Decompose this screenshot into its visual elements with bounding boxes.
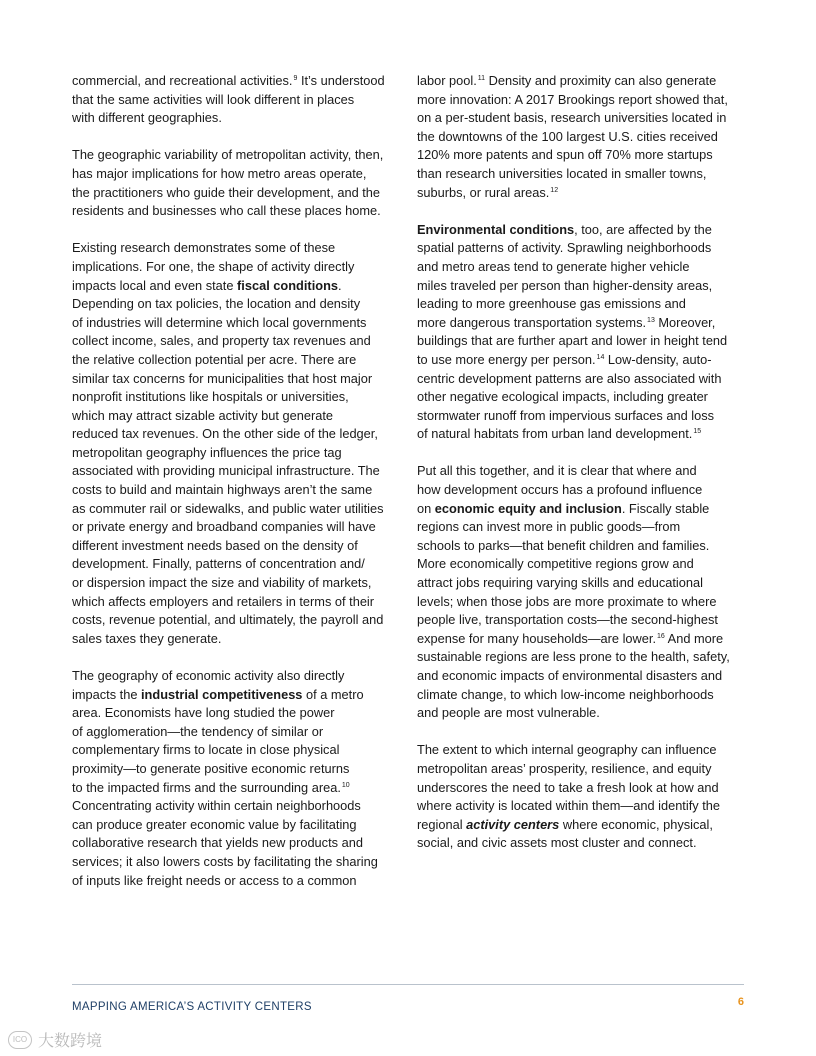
text-segment: as commuter rail or sidewalks, and public water utilities: [72, 500, 384, 516]
text-line: [72, 500, 404, 519]
text-line: [72, 462, 404, 481]
text-segment: metropolitan areas’ prosperity, resilience, and equity: [417, 760, 712, 776]
text-segment: reduced tax revenues. On the other side of the ledger,: [72, 426, 378, 442]
text-segment: miles traveled per person than higher-density areas,: [417, 277, 713, 293]
text-segment: Low-density, auto-: [604, 351, 712, 367]
text-segment: more dangerous transportation systems.: [417, 314, 647, 330]
text-line: [72, 816, 404, 835]
text-line: [72, 481, 404, 500]
text-line: [417, 388, 749, 407]
key-term-italic: activity centers: [466, 816, 560, 832]
footnote-reference: 11: [477, 75, 486, 82]
text-segment: The geographic variability of metropolitan activity, then,: [72, 147, 384, 163]
text-segment: climate change, to which low-income neighborhoods: [417, 686, 714, 702]
text-segment: Concentrating activity within certain neighborhoods: [72, 798, 361, 814]
text-segment: The geography of economic activity also directly: [72, 668, 345, 683]
text-line: [72, 388, 404, 407]
text-line: [72, 630, 404, 649]
text-segment: sales taxes they generate.: [72, 630, 222, 646]
text-segment: and metro areas tend to generate higher vehicle: [417, 258, 690, 274]
text-line: [72, 202, 404, 221]
text-line: [72, 407, 404, 426]
text-segment: It’s understood: [297, 73, 385, 88]
text-line: [72, 704, 404, 723]
text-line: [417, 574, 749, 593]
text-line: [72, 146, 404, 165]
text-line: [72, 425, 404, 444]
text-segment: which affects employers and retailers in terms of their: [72, 593, 375, 609]
footnote-reference: 16: [657, 632, 665, 640]
text-segment: . Fiscally stable: [621, 500, 710, 516]
text-segment: of a metro: [302, 686, 364, 702]
text-line: [72, 239, 404, 258]
text-segment: or private energy and broadband companies will have: [72, 519, 376, 535]
text-line: [72, 314, 404, 333]
text-line: [417, 630, 749, 649]
text-segment: of agglomeration—the tendency of similar or: [72, 723, 324, 739]
text-line: [417, 146, 749, 165]
text-line: [72, 351, 404, 370]
text-segment: which may attract sizable activity but generate: [72, 407, 334, 423]
text-segment: where activity is located within them—and identify the: [417, 798, 721, 814]
text-segment: area. Economists have long studied the power: [72, 705, 335, 721]
key-term: fiscal conditions: [237, 277, 339, 293]
text-line: [417, 184, 749, 203]
page-number: 6: [737, 996, 744, 1008]
text-line: [417, 648, 749, 667]
text-line: [417, 481, 749, 500]
text-line: [417, 277, 749, 296]
text-segment: centric development patterns are also associated with: [417, 370, 722, 386]
text-segment: Depending on tax policies, the location and density: [72, 296, 361, 312]
text-segment: or dispersion impact the size and viability of markets,: [72, 575, 372, 591]
text-segment: .: [338, 277, 342, 293]
text-segment: to the impacted firms and the surrounding area.: [72, 779, 341, 795]
text-line: [72, 797, 404, 816]
text-segment: that the same activities will look different in places: [72, 91, 355, 107]
watermark-logo-icon: ICO: [8, 1031, 32, 1049]
text-line: [417, 332, 749, 351]
text-segment: services; it also lowers costs by facilitating the sharing: [72, 853, 378, 869]
text-segment: of natural habitats from urban land development.: [417, 426, 693, 442]
text-line: [417, 741, 749, 760]
text-line: [417, 407, 749, 426]
text-segment: the practitioners who guide their development, and the: [72, 184, 381, 200]
text-segment: other negative ecological impacts, including greater: [417, 389, 708, 405]
text-line: [72, 258, 404, 277]
text-segment: and people are most vulnerable.: [417, 705, 600, 721]
text-segment: labor pool.: [417, 73, 477, 88]
text-line: [417, 462, 749, 481]
text-segment: similar tax concerns for municipalities that host major: [72, 370, 373, 386]
text-line: [72, 574, 404, 593]
text-line: [417, 91, 749, 110]
paragraph-break: [72, 648, 404, 667]
footnote-reference: 12: [550, 186, 559, 194]
right-column: [417, 72, 749, 853]
text-line: [72, 872, 404, 891]
watermark: [8, 1028, 102, 1051]
text-segment: proximity—to generate positive economic returns: [72, 760, 350, 776]
text-segment: Existing research demonstrates some of these: [72, 240, 336, 256]
text-segment: on: [417, 500, 435, 516]
paragraph-break: [72, 221, 404, 240]
text-segment: And more: [664, 630, 724, 646]
text-line: [417, 295, 749, 314]
text-line: [417, 555, 749, 574]
text-line: [72, 779, 404, 798]
text-segment: on a per-student basis, research universities located in: [417, 110, 727, 126]
text-segment: with different geographies.: [72, 110, 222, 126]
text-line: [417, 221, 749, 240]
text-line: [417, 518, 749, 537]
text-line: [72, 760, 404, 779]
text-line: [417, 686, 749, 705]
text-line: [72, 723, 404, 742]
text-line: [417, 779, 749, 798]
text-line: [72, 537, 404, 556]
text-segment: collaborative research that yields new products and: [72, 835, 363, 851]
text-line: [72, 444, 404, 463]
text-segment: than research universities located in smaller towns,: [417, 165, 707, 181]
text-segment: More economically competitive regions grow and: [417, 556, 694, 572]
text-line: [417, 500, 749, 519]
text-line: [72, 518, 404, 537]
text-segment: impacts the: [72, 686, 141, 702]
text-line: [72, 686, 404, 705]
text-line: [417, 370, 749, 389]
text-segment: Put all this together, and it is clear that where and: [417, 463, 697, 479]
text-line: [72, 593, 404, 612]
text-line: [417, 258, 749, 277]
text-segment: stormwater runoff from impervious surfaces and loss: [417, 407, 715, 423]
key-term: industrial competitiveness: [141, 686, 303, 702]
text-segment: people live, transportation costs—the second-highest: [417, 612, 718, 628]
text-line: [72, 370, 404, 389]
text-line: [417, 165, 749, 184]
text-segment: where economic, physical,: [559, 816, 713, 832]
footer-divider: [72, 984, 744, 985]
text-segment: of industries will determine which local governments: [72, 314, 367, 330]
text-line: [417, 611, 749, 630]
text-line: [72, 667, 404, 686]
text-line: [417, 128, 749, 147]
text-segment: spatial patterns of activity. Sprawling neighborhoods: [417, 240, 712, 256]
text-line: [72, 555, 404, 574]
paragraph-break: [417, 444, 749, 463]
text-line: [72, 853, 404, 872]
text-segment: the downtowns of the 100 largest U.S. cities received: [417, 128, 718, 144]
text-segment: complementary firms to locate in close physical: [72, 742, 340, 758]
text-segment: Moreover,: [654, 314, 716, 330]
text-segment: more innovation: A 2017 Brookings report showed that,: [417, 91, 728, 107]
footnote-reference: 10: [341, 781, 350, 789]
paragraph-break: [417, 202, 749, 221]
key-term: [466, 817, 559, 832]
text-line: [417, 351, 749, 370]
text-segment: residents and businesses who call these places home.: [72, 203, 381, 219]
text-segment: costs, revenue potential, and ultimately, the payroll and: [72, 612, 384, 628]
text-line: [417, 537, 749, 556]
text-segment: development. Finally, patterns of concentration and/: [72, 556, 365, 572]
text-line: [417, 314, 749, 333]
text-segment: leading to more greenhouse gas emissions and: [417, 296, 686, 312]
paragraph-break: [417, 723, 749, 742]
text-line: [417, 239, 749, 258]
text-segment: , too, are affected by the: [574, 221, 712, 237]
text-segment: to use more energy per person.: [417, 351, 596, 367]
key-term: economic equity and inclusion: [434, 500, 622, 516]
text-line: [72, 91, 404, 110]
text-line: [417, 797, 749, 816]
text-segment: commercial, and recreational activities.: [72, 73, 293, 88]
text-segment: expense for many households—are lower.: [417, 630, 657, 646]
text-segment: regional: [417, 816, 467, 832]
text-segment: collect income, sales, and property tax revenues and: [72, 333, 371, 349]
text-line: [417, 109, 749, 128]
footnote-reference: 13: [647, 316, 655, 324]
text-line: [417, 667, 749, 686]
text-segment: levels; when those jobs are more proximate to where: [417, 593, 717, 609]
text-line: [72, 72, 404, 91]
text-segment: metropolitan geography influences the price tag: [72, 444, 342, 460]
text-segment: underscores the need to take a fresh look at how and: [417, 779, 719, 795]
text-line: [417, 704, 749, 723]
text-line: [417, 760, 749, 779]
text-segment: how development occurs has a profound influence: [417, 482, 703, 498]
text-segment: costs to build and maintain highways aren’t the same: [72, 482, 373, 498]
text-line: [72, 834, 404, 853]
key-term: Environmental conditions: [417, 221, 575, 237]
footnote-reference: 15: [693, 428, 702, 436]
text-segment: sustainable regions are less prone to the health, safety,: [417, 649, 730, 665]
text-segment: impacts local and even state: [72, 277, 238, 293]
footnote-reference: 9: [293, 75, 298, 82]
text-line: [72, 277, 404, 296]
text-segment: of inputs like freight needs or access to a common: [72, 872, 357, 888]
text-line: [72, 295, 404, 314]
text-line: [417, 593, 749, 612]
text-segment: has major implications for how metro areas operate,: [72, 165, 367, 181]
left-column: [72, 72, 404, 890]
text-segment: attract jobs requiring varying skills and educational: [417, 575, 703, 591]
text-line: [72, 184, 404, 203]
text-segment: can produce greater economic value by facilitating: [72, 816, 357, 832]
text-segment: 120% more patents and spun off 70% more startups: [417, 147, 713, 163]
text-segment: nonprofit institutions like hospitals or universities,: [72, 389, 349, 405]
text-line: [417, 834, 749, 853]
text-segment: different investment needs based on the density of: [72, 537, 358, 553]
text-segment: schools to parks—that benefit children and families.: [417, 537, 710, 553]
text-segment: buildings that are further apart and lower in height tend: [417, 333, 728, 349]
text-line: [72, 109, 404, 128]
text-line: [417, 816, 749, 835]
text-segment: Density and proximity can also generate: [485, 73, 717, 88]
text-segment: the relative collection potential per acre. There are: [72, 351, 357, 367]
text-line: [417, 425, 749, 444]
text-segment: suburbs, or rural areas.: [417, 184, 550, 200]
text-segment: associated with providing municipal infrastructure. The: [72, 463, 380, 479]
footer-title: MAPPING AMERICA’S ACTIVITY CENTERS: [72, 1001, 312, 1013]
text-line: [72, 332, 404, 351]
text-segment: The extent to which internal geography can influence: [417, 742, 717, 758]
text-segment: and economic impacts of environmental disasters and: [417, 668, 723, 683]
text-line: [72, 165, 404, 184]
watermark-text: 大数跨境: [38, 1033, 103, 1050]
footnote-reference: 14: [596, 353, 605, 361]
text-line: [417, 72, 749, 91]
text-segment: social, and civic assets most cluster and connect.: [417, 835, 697, 851]
text-line: [72, 611, 404, 630]
text-segment: implications. For one, the shape of activity directly: [72, 258, 355, 274]
paragraph-break: [72, 128, 404, 147]
text-segment: regions can invest more in public goods—from: [417, 519, 681, 535]
text-line: [72, 741, 404, 760]
